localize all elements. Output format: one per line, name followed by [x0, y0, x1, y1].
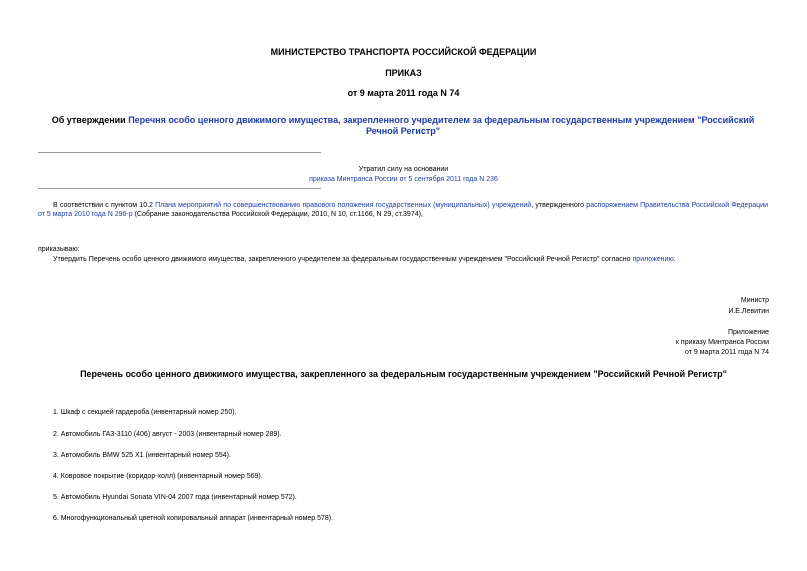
signature-position: Министр: [740, 297, 769, 304]
status-line: Утратил силу на основании: [358, 166, 449, 173]
list-item: 5. Автомобиль Hyundai Sonata VIN-04 2007 года (инвентарный номер 572).: [53, 494, 297, 501]
doc-date-number: от 9 марта 2011 года N 74: [347, 88, 460, 98]
appendix-label: Приложение: [727, 329, 769, 336]
order-paragraph: [53, 255, 768, 264]
order-text-end: .: [673, 256, 676, 263]
list-item: 3. Автомобиль BMW 525 X1 (инвентарный номер 554).: [53, 452, 231, 459]
order-word: приказываю:: [38, 246, 80, 253]
appendix-ref-2: от 9 марта 2011 года N 74: [685, 349, 769, 356]
plan-link[interactable]: Плана мероприятий по совершенствованию правового положения государственных (муниципальных) учреждений: [155, 202, 532, 209]
title-link[interactable]: Перечня особо ценного движимого имущества, закрепленного учредителем за федеральным государственным учреждением "Российский Речной Регистр": [128, 115, 755, 136]
list-title: Перечень особо ценного движимого имущества, закрепленного за федеральным государственным учреждением "Российский Речной Регистр": [80, 369, 727, 379]
preamble-text-2: , утвержденного: [531, 202, 587, 209]
document-title: [38, 115, 768, 137]
list-item: 4. Ковровое покрытие (коридор-холл) (инвентарный номер 569).: [53, 473, 263, 480]
order-text: Утвердить Перечень особо ценного движимого имущества, закрепленного учредителем за федеральным государственным учреждением "Российский Речной Регистр" согласно: [53, 256, 633, 263]
ministry-heading: МИНИСТЕРСТВО ТРАНСПОРТА РОССИЙСКОЙ ФЕДЕРАЦИИ: [270, 47, 537, 57]
doc-type-heading: ПРИКАЗ: [385, 68, 422, 78]
government-order-link[interactable]: распоряжением Правительства Российской Федерации от 5 марта 2010 года N 296-р: [38, 202, 768, 218]
list-item: 2. Автомобиль ГАЗ-3110 (406) август - 2003 (инвентарный номер 289).: [53, 431, 282, 438]
signature-name: И.Е.Левитин: [728, 308, 769, 315]
preamble-text-1: В соответствии с пунктом 10.2: [53, 202, 156, 209]
status-link-row: [0, 175, 807, 184]
list-item: 6. Многофункциональный цветной копировальный аппарат (инвентарный номер 578).: [53, 515, 334, 522]
repeal-order-link[interactable]: приказа Минтранса России от 5 сентября 2011 года N 236: [309, 176, 498, 183]
preamble-text-3: (Собрание законодательства Российской Федерации, 2010, N 10, ст.1166, N 29, ст.3974),: [132, 211, 423, 218]
appendix-link[interactable]: приложению: [632, 256, 674, 263]
preamble-paragraph: [38, 201, 768, 219]
list-item: 1. Шкаф с секцией гардероба (инвентарный номер 250).: [53, 409, 237, 416]
separator-top: [38, 152, 321, 153]
appendix-ref-1: к приказу Минтранса России: [675, 339, 769, 346]
separator-bottom: [38, 188, 321, 189]
title-prefix: Об утверждении: [51, 115, 129, 125]
